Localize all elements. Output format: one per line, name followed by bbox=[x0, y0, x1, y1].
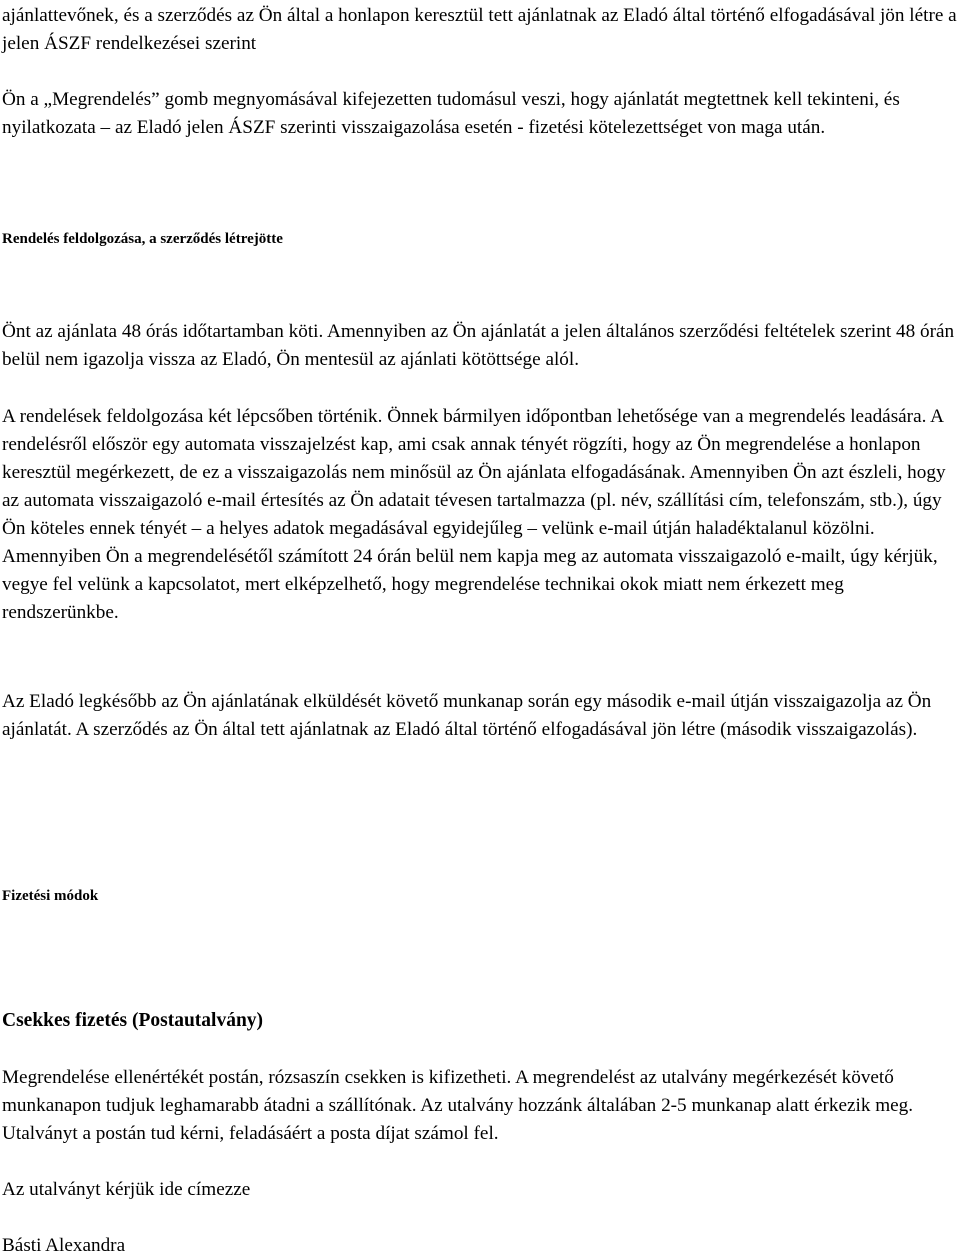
paragraph-utalvany-cimzes: Az utalványt kérjük ide címezze bbox=[2, 1179, 251, 1200]
paragraph-csekk: Megrendelése ellenértékét postán, rózsaszín csekken is kifizetheti. A megrendelést az utalvány megérkezését követő munkanapon tudjuk leghamarabb átadni a szállítónak. Az utalvány hozzánk általában 2-5 munkanap alatt érkezik meg. Utalványt a postán tud kérni, feladásáért a posta díjat számol fel. bbox=[2, 1067, 914, 1144]
section-heading-rendeles-feldolgozasa: Rendelés feldolgozása, a szerződés létrejötte bbox=[2, 231, 283, 247]
section-heading-fizetesi-modok: Fizetési módok bbox=[2, 888, 99, 904]
paragraph-intro: ajánlattevőnek, és a szerződés az Ön által a honlapon keresztül tett ajánlatnak az Eladó által történő elfogadásával jön létre a jelen ÁSZF rendelkezései szerint bbox=[2, 5, 957, 54]
section-heading-csekkes-fizetes: Csekkes fizetés (Postautalvány) bbox=[2, 1010, 264, 1031]
paragraph-masodik-visszaigazolas: Az Eladó legkésőbb az Ön ajánlatának elküldését követő munkanap során egy második e-mail útján visszaigazolja az Ön ajánlatát. A szerződés az Ön által tett ajánlatnak az Eladó által történő elfogadásával jön létre (második visszaigazolás). bbox=[2, 691, 932, 740]
paragraph-48-oras: Önt az ajánlata 48 órás időtartamban köti. Amennyiben az Ön ajánlatát a jelen általános szerződési feltételek szerint 48 órán belül nem igazolja vissza az Eladó, Ön mentesül az ajánlati kötöttsége alól. bbox=[2, 321, 955, 370]
paragraph-megrendeles-button: Ön a „Megrendelés” gomb megnyomásával kifejezetten tudomásul veszi, hogy ajánlatát megtettnek kell tekinteni, és nyilatkozata – az Eladó jelen ÁSZF szerinti visszaigazolása esetén - fizetési kötelezettséget von maga után. bbox=[2, 89, 900, 138]
recipient-name: Básti Alexandra bbox=[2, 1235, 126, 1256]
paragraph-ket-lepcso: A rendelések feldolgozása két lépcsőben történik. Önnek bármilyen időpontban lehetősége van a megrendelés leadására. A rendelésről először egy automata visszajelzést kap, ami csak annak tényét rögzíti, hogy az Ön megrendelése a honlapon keresztül megérkezett, de ez a visszaigazolás nem minősül az Ön ajánlata elfogadásának. Amennyiben Ön azt észleli, hogy az automata visszaigazoló e-mail értesítés az Ön adatait tévesen tartalmazza (pl. név, szállítási cím, telefonszám, stb.), úgy Ön köteles ennek tényét – a helyes adatok megadásával egyidejűleg – velünk e-mail útján haladéktalanul közölni. Amennyiben Ön a megrendelésétől számított 24 órán belül nem kapja meg az automata visszaigazoló e-mailt, úgy kérjük, vegye fel velünk a kapcsolatot, mert elképzelhető, hogy megrendelése technikai okok miatt nem érkezett meg rendszerünkbe. bbox=[2, 406, 946, 623]
